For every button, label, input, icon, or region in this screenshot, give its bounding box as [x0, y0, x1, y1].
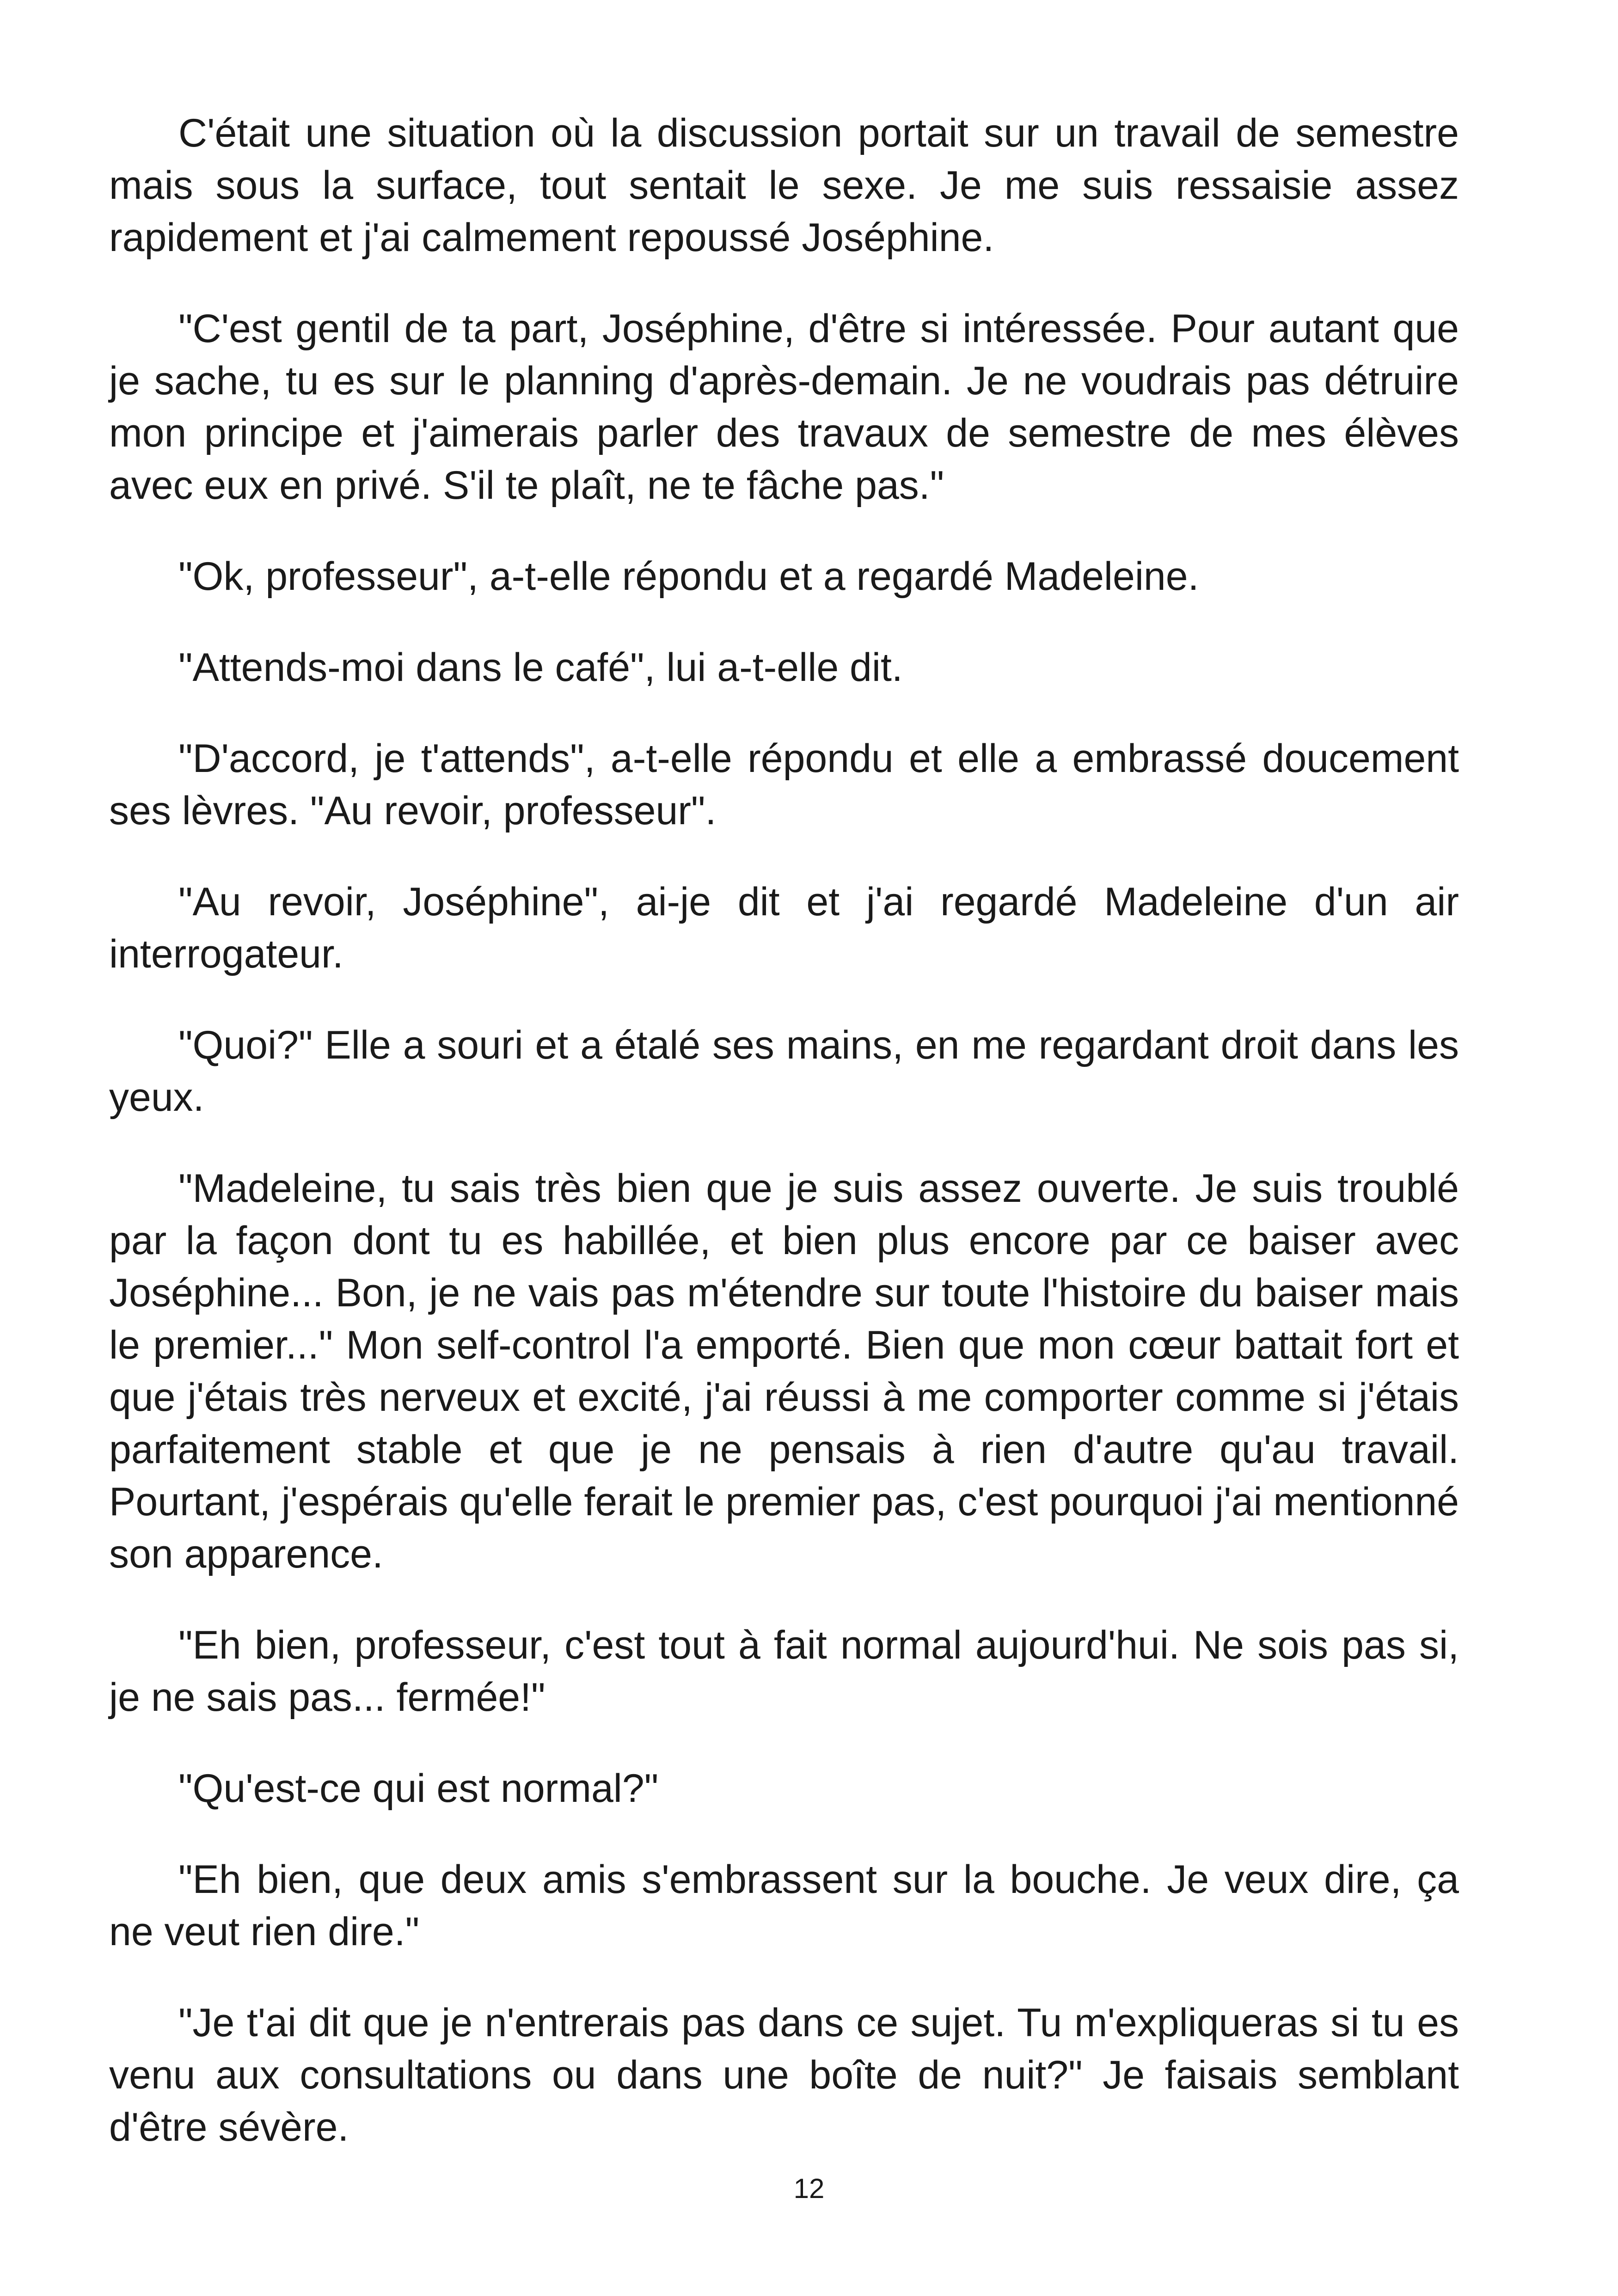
- paragraph-1: C'était une situation où la discussion portait sur un travail de semestre mais sous la surface, tout sentait le sexe. Je me suis ressaisie assez rapidement et j'ai calmement repoussé Joséphine.: [109, 111, 1459, 260]
- paragraph-6: "Au revoir, Joséphine", ai-je dit et j'ai regardé Madeleine d'un air interrogateur.: [109, 880, 1459, 976]
- paragraph-3: "Ok, professeur", a-t-elle répondu et a regardé Madeleine.: [178, 554, 1199, 599]
- paragraph-4: "Attends-moi dans le café", lui a-t-elle dit.: [178, 645, 903, 690]
- paragraph-12: "Je t'ai dit que je n'entrerais pas dans ce sujet. Tu m'expliqueras si tu es venu aux consultations ou dans une boîte de nuit?" Je faisais semblant d'être sévère.: [109, 2001, 1459, 2149]
- paragraph-5: "D'accord, je t'attends", a-t-elle répondu et elle a embrassé doucement ses lèvres. "Au revoir, professeur".: [109, 736, 1459, 833]
- page-number: 12: [793, 2173, 825, 2204]
- paragraph-8: "Madeleine, tu sais très bien que je suis assez ouverte. Je suis troublé par la façon dont tu es habillée, et bien plus encore par ce baiser avec Joséphine... Bon, je ne vais pas m'étendre sur toute l'histoire du baiser mais le premier..." Mon self-control l'a emporté. Bien que mon cœur battait fort et que j'étais très nerveux et excité, j'ai réussi à me comporter comme si j'étais parfaitement stable et que je ne pensais à rien d'autre qu'au travail. Pourtant, j'espérais qu'elle ferait le premier pas, c'est pourquoi j'ai mentionné son apparence.: [109, 1166, 1459, 1576]
- body-text: [109, 107, 1459, 2192]
- paragraph-2: "C'est gentil de ta part, Joséphine, d'être si intéressée. Pour autant que je sache, tu es sur le planning d'après-demain. Je ne voudrais pas détruire mon principe et j'aimerais parler des travaux de semestre de mes élèves avec eux en privé. S'il te plaît, ne te fâche pas.": [109, 306, 1459, 508]
- paragraph-9: "Eh bien, professeur, c'est tout à fait normal aujourd'hui. Ne sois pas si, je ne sais pas... fermée!": [109, 1623, 1459, 1720]
- paragraph-7: "Quoi?" Elle a souri et a étalé ses mains, en me regardant droit dans les yeux.: [109, 1023, 1459, 1120]
- paragraph-11: "Eh bien, que deux amis s'embrassent sur la bouche. Je veux dire, ça ne veut rien dire.": [109, 1857, 1459, 1954]
- paragraph-10: "Qu'est-ce qui est normal?": [178, 1766, 659, 1811]
